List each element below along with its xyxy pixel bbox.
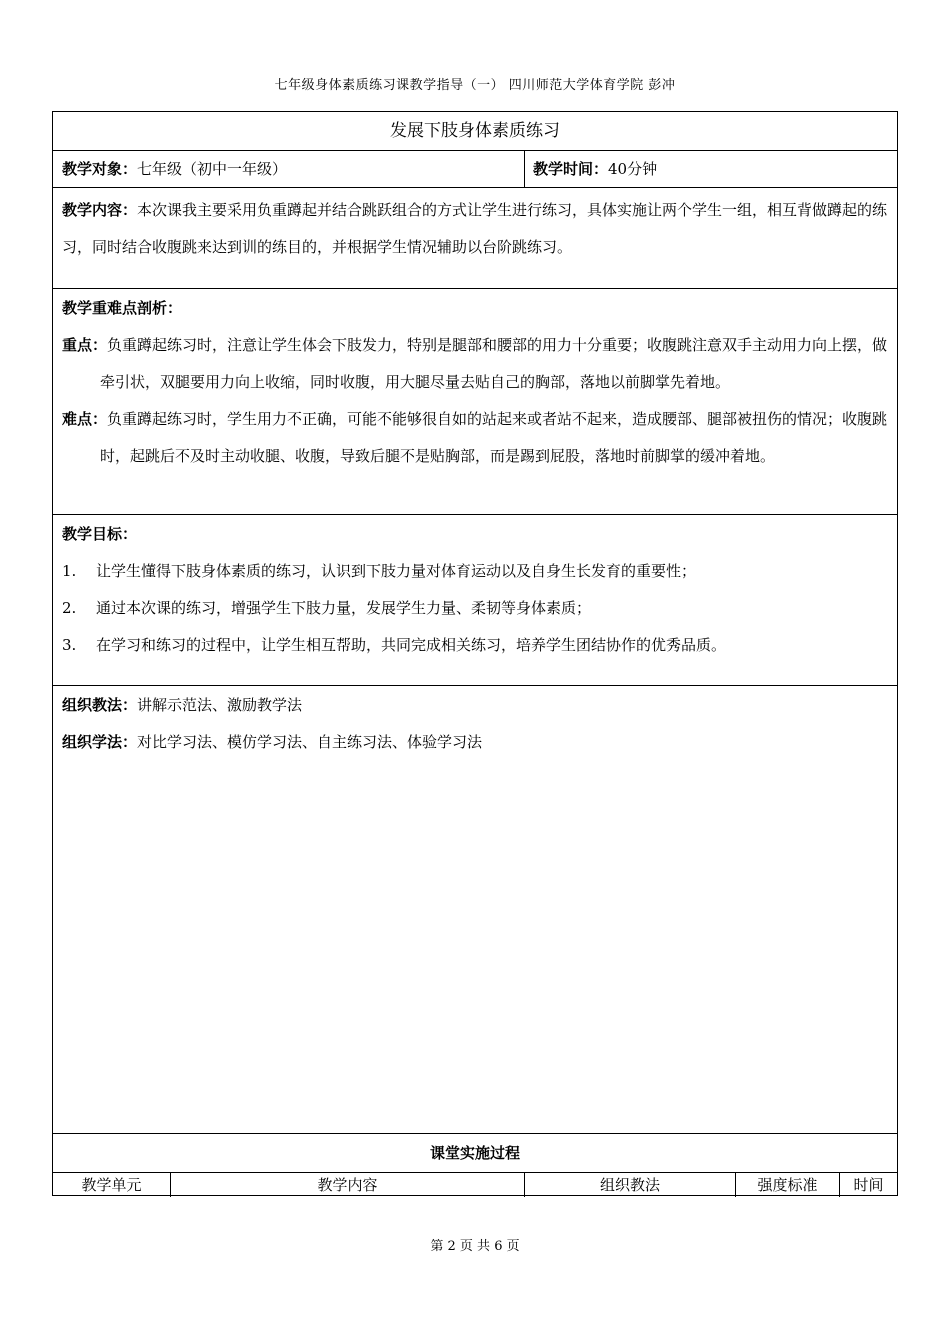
- methods-section: [62, 687, 889, 761]
- time-value: 40分钟: [608, 160, 658, 178]
- row-divider: [53, 685, 897, 686]
- target-label: 教学对象：: [62, 160, 138, 178]
- row-divider: [53, 288, 897, 289]
- goal-text: 通过本次课的练习，增强学生下肢力量，发展学生力量、柔韧等身体素质；: [96, 599, 592, 617]
- page-header: 七年级身体素质练习课教学指导（一） 四川师范大学体育学院 彭冲: [274, 78, 676, 93]
- row-divider: [53, 187, 897, 188]
- key-label: 重点：: [62, 336, 108, 354]
- goal-item: [62, 627, 889, 664]
- key-point: [62, 327, 889, 401]
- target-cell: [62, 151, 287, 187]
- difficult-text: 负重蹲起练习时，学生用力不正确，可能不能够很自如的站起来或者站不起来，造成腰部、腿部被扭伤的情况；收腹跳时，起跳后不及时主动收腿、收腹，导致后腿不是贴胸部，而是踢到屁股，落地时前脚掌的缓冲着地。: [100, 410, 888, 465]
- goal-number: 3.: [62, 636, 77, 654]
- teaching-method: [62, 687, 889, 724]
- process-heading: 课堂实施过程: [429, 1144, 520, 1162]
- page-footer: 第 2 页 共 6 页: [430, 1239, 520, 1254]
- row-divider: [53, 1133, 897, 1134]
- analysis-heading: 教学重难点剖析：: [62, 299, 183, 317]
- target-value: 七年级（初中一年级）: [137, 160, 288, 178]
- goal-text: 在学习和练习的过程中，让学生相互帮助，共同完成相关练习，培养学生团结协作的优秀品质。: [96, 636, 727, 654]
- difficult-point: [62, 401, 889, 475]
- teaching-method-value: 讲解示范法、激励教学法: [137, 696, 303, 714]
- teaching-method-label: 组织教法：: [62, 696, 138, 714]
- goal-item: [62, 590, 889, 627]
- goals-heading: 教学目标：: [62, 525, 138, 543]
- content-label: 教学内容：: [62, 201, 138, 219]
- lesson-title: 发展下肢身体素质练习: [390, 121, 560, 141]
- analysis-section: [62, 290, 889, 475]
- column-divider: [524, 150, 525, 187]
- goal-number: 1.: [62, 562, 77, 580]
- content-text: 本次课我主要采用负重蹲起并结合跳跃组合的方式让学生进行练习，具体实施让两个学生一组，相互背做蹲起的练习，同时结合收腹跳来达到训的练目的，并根据学生情况辅助以台阶跳练习。: [62, 201, 888, 256]
- column-header-content: 教学内容: [317, 1176, 378, 1194]
- column-header-time: 时间: [853, 1176, 884, 1194]
- goals-section: [62, 516, 889, 664]
- column-header-intensity: 强度标准: [757, 1176, 818, 1194]
- row-divider: [53, 514, 897, 515]
- goal-item: [62, 553, 889, 590]
- time-cell: [533, 151, 657, 187]
- lesson-plan-table: [52, 111, 898, 1196]
- goal-number: 2.: [62, 599, 77, 617]
- difficult-label: 难点：: [62, 410, 108, 428]
- learning-method-value: 对比学习法、模仿学习法、自主练习法、体验学习法: [137, 733, 483, 751]
- key-text: 负重蹲起练习时，注意让学生体会下肢发力，特别是腿部和腰部的用力十分重要；收腹跳注意双手主动用力向上摆，做牵引状，双腿要用力向上收缩，同时收腹，用大腿尽量去贴自己的胸部，落地以前脚掌先着地。: [100, 336, 888, 391]
- content-paragraph: [62, 192, 889, 266]
- time-label: 教学时间：: [533, 160, 609, 178]
- column-header-unit: 教学单元: [81, 1176, 142, 1194]
- learning-method: [62, 724, 889, 761]
- goal-text: 让学生懂得下肢身体素质的练习，认识到下肢力量对体育运动以及自身生长发育的重要性；: [96, 562, 697, 580]
- learning-method-label: 组织学法：: [62, 733, 138, 751]
- column-header-method: 组织教法: [599, 1176, 660, 1194]
